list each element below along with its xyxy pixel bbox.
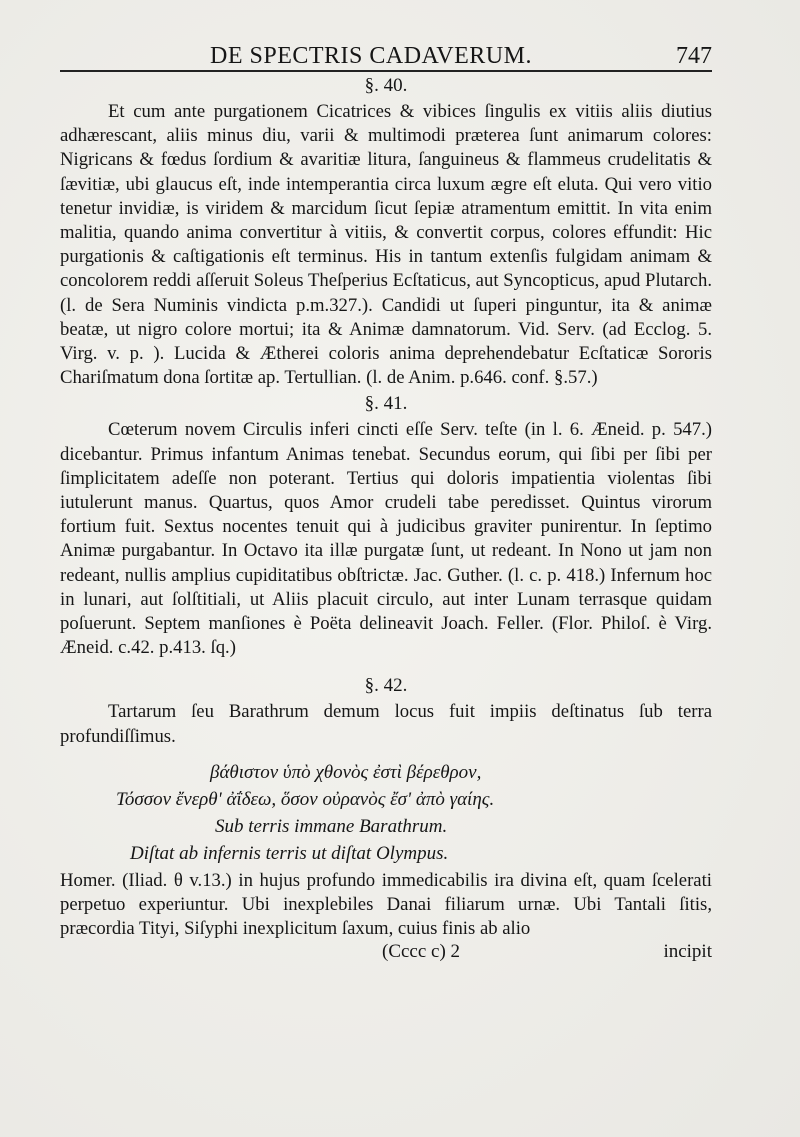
section-42 [60,674,712,748]
latin-verse-line: Sub terris immane Barathrum. [215,815,448,837]
page-number: 747 [676,43,712,69]
greek-verse-line: βάθιστον ὑπὸ χθονὸς ἐστὶ βέρεθρον, [210,761,482,783]
closing-paragraph: Homer. (Iliad. θ v.13.) in hujus profundo immedicabilis ira divina eſt, quam ſcelerati perpetuo experiuntur. Ubi inexplebiles Danai filiarum urnæ. Ubi Tantali ſitis, præcordia Tityi, Siſyphi inexplicitum ſaxum, cuius finis ab alio [60,869,712,940]
page-footer [60,941,712,963]
signature-mark: (Cccc c) 2 [382,941,461,963]
verse-quotation [60,759,712,867]
section-paragraph: Et cum ante purgationem Cicatrices & vibices ſingulis ex vitiis aliis diutius adhærescant, aliis minus diu, varii & multimodi præterea ſunt animarum colores: Nigricans & fœdus ſordium & avaritiæ litura, ſanguineus & flammeus crudelitatis & ſævitiæ, ubi glaucus eſt, inde intemperantia circa luxum ægre eſt eluta. Qui vero vitio tenetur invidiæ, is viridem & marcidum ſicut ſepiæ atramentum emittit. In vita enim malitia, quando anima convertitur à vitiis, & convertit corpus, colores effundit: Hic purgationis & caſtigationis eſt terminus. His in tantum extenſis fulgidam animam & concolorem reddi aſſeruit Soleus Theſperius Ecſtaticus, aut Syncopticus, apud Plutarch. (l. de Sera Numinis vindicta p.m.327.). Candidi ut ſuperi pinguntur, ita & animæ beatæ, ut nigro colore mortui; ita & Animæ damnatorum. Vid. Serv. (ad Ecclog. 5. Virg. v. p. ). Lucida & Ætherei coloris anima deprehendebatur Ecſtaticæ Sororis Chariſmatum dona ſortitæ ap. Tertullian. (l. de Anim. p.646. conf. §.57.) [60,101,712,389]
section-heading: §. 40. [364,75,408,96]
section-40 [60,74,712,390]
running-title: DE SPECTRIS CADAVERUM. [210,43,532,69]
section-paragraph: Cœterum novem Circulis inferi cincti eſſe Serv. teſte (in l. 6. Æneid. p. 547.) dicebantur. Primus infantum Animas tenebat. Secundus eorum, qui ſibi per ſibi per ſimplicitatem adeſſe non poterant. Tertius qui doloris impatientia violentas ſibi iutulerunt manus. Quartus, quos Amor crudeli tabe peredisset. Quintus virorum fortium fuit. Sextus nocentes tenuit qui à judicibus graviter punirentur. In ſeptimo Animæ purgabantur. In Octavo ita illæ purgatæ ſunt, ut redeant. In Nono ut jam non redeant, nullis amplius cupiditatibus obſtrictæ. Jac. Guther. (l. c. p. 418.) Infernum hoc in lunari, aut ſolſtitiali, ut Aliis placuit circulo, aut inter Lunam terrasque quidam poſuerunt. Septem manſiones è Poëta delineavit Joach. Feller. (Flor. Philoſ. è Virg. Æneid. c.42. p.413. ſq.) [60,419,712,659]
section-heading: §. 41. [364,393,408,415]
section-41 [60,392,712,660]
greek-verse-line: Τόσσον ἔνερθ' ἀΐδεω, ὅσον οὐρανὸς ἔσ' ἀπὸ γαίης. [116,788,495,810]
section-paragraph: Tartarum ſeu Barathrum demum locus fuit impiis deſtinatus ſub terra profundiſſimus. [60,701,712,747]
catchword: incipit [663,941,712,963]
running-header [60,34,712,72]
section-heading: §. 42. [364,675,408,697]
latin-verse-line: Diſtat ab infernis terris ut diſtat Olympus. [130,842,449,864]
